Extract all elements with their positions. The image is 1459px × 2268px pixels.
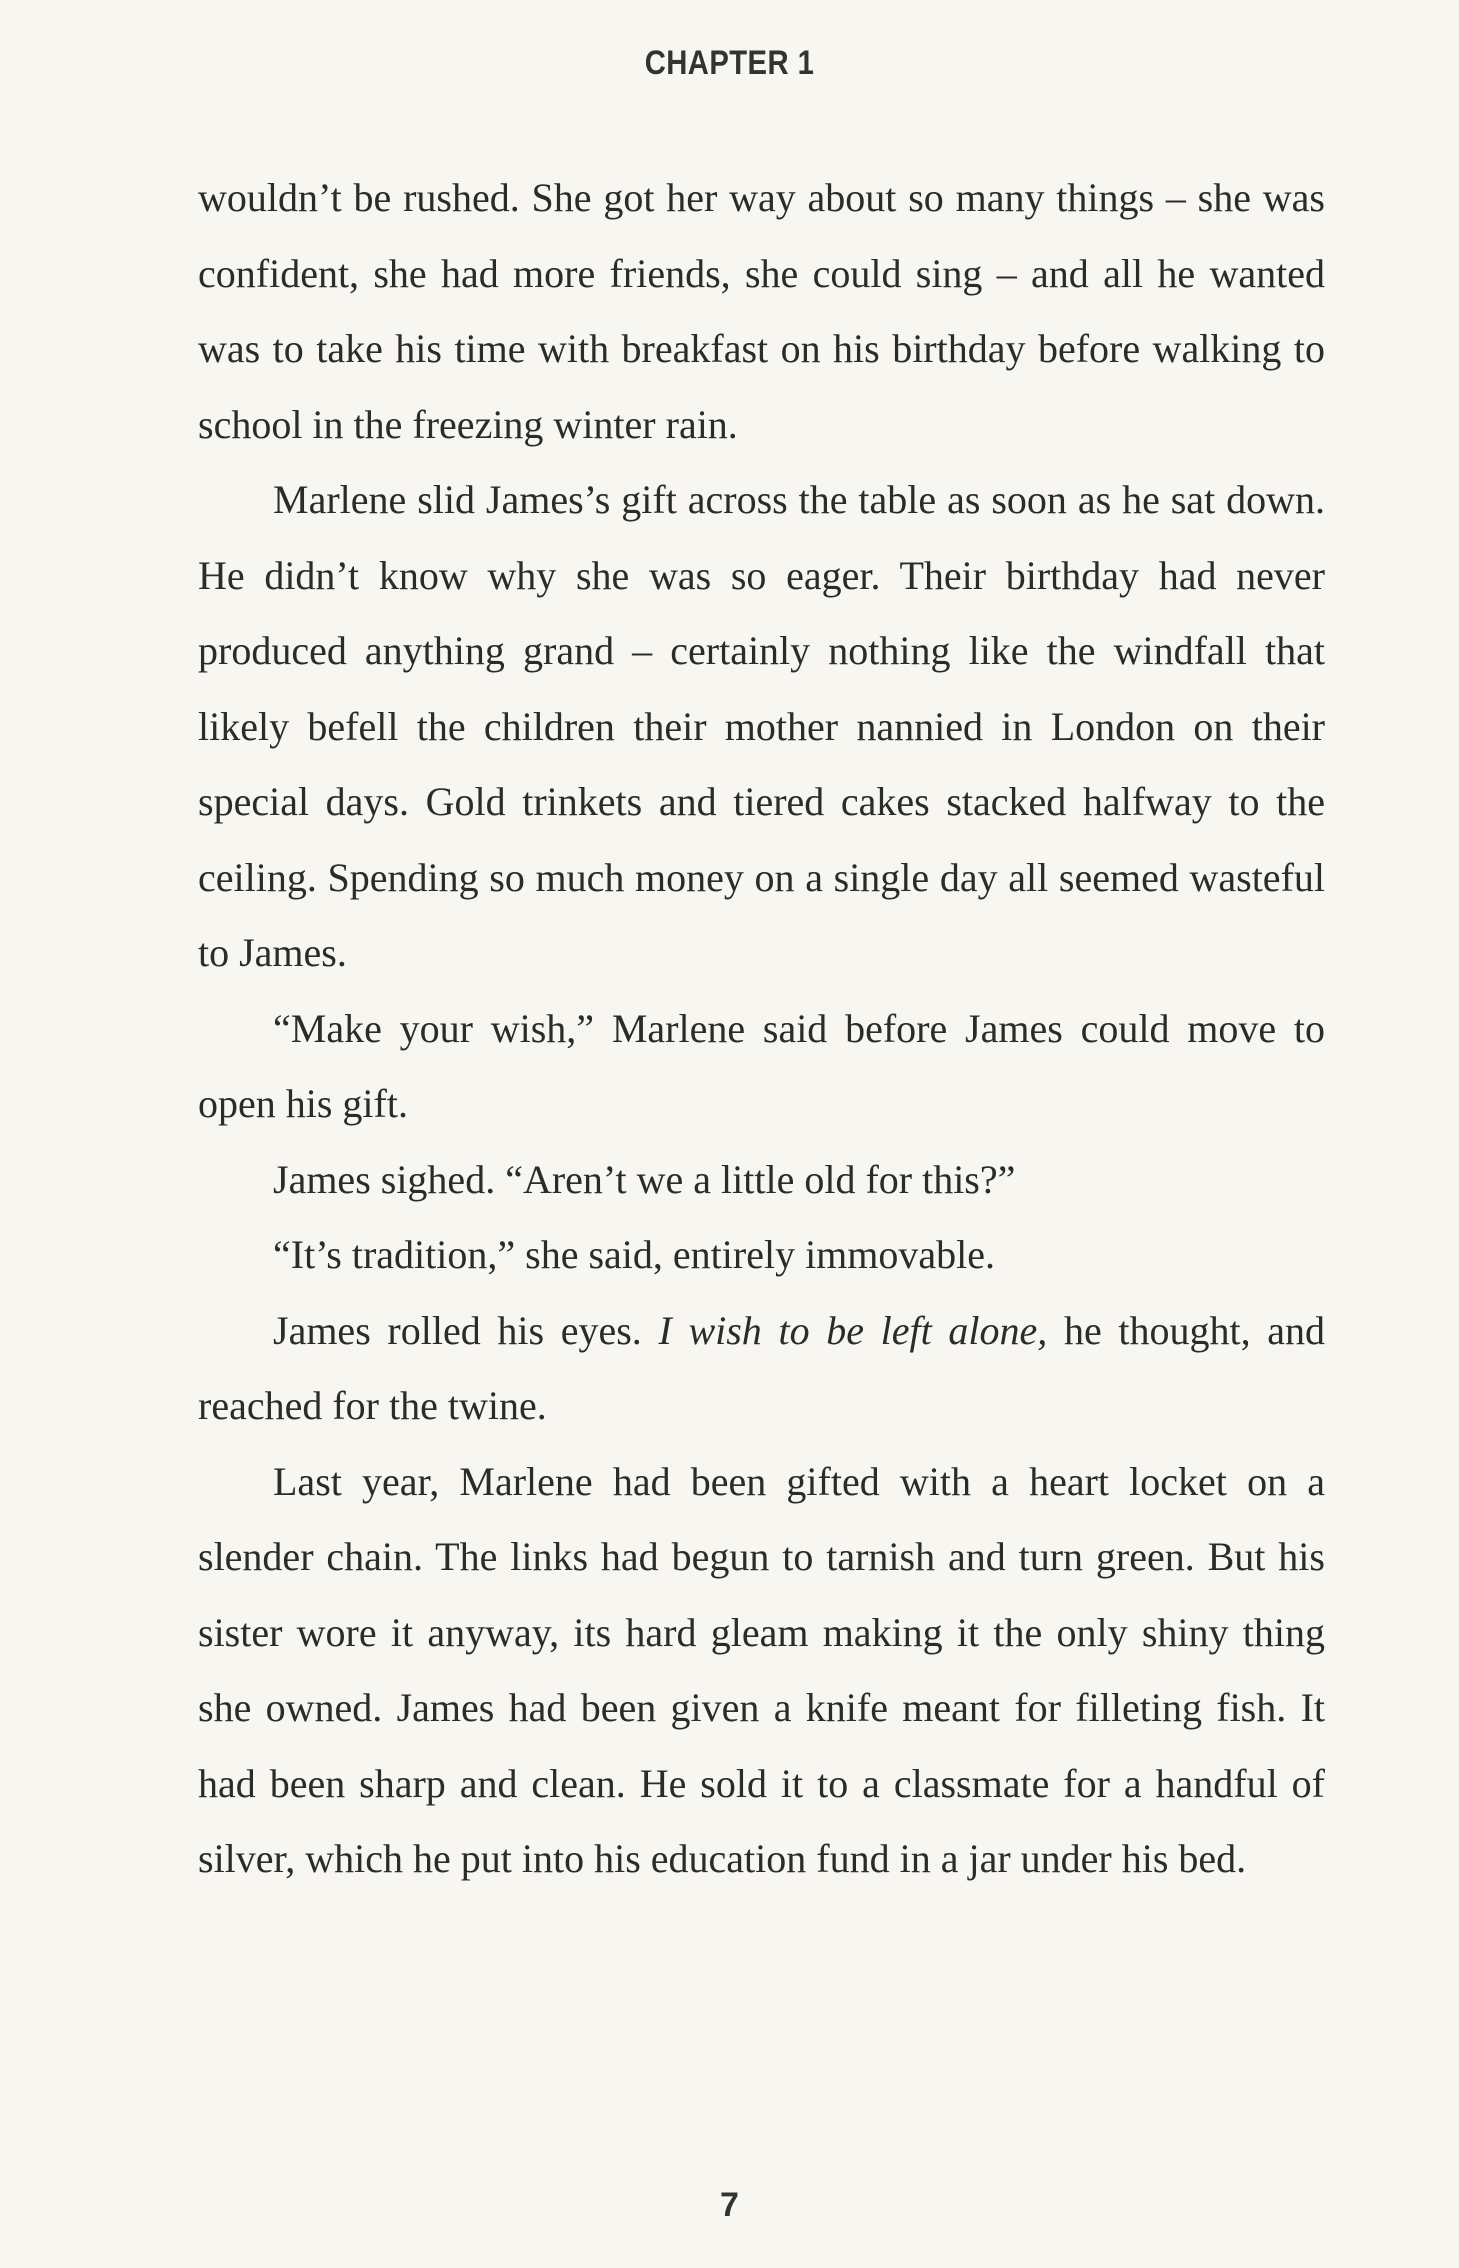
- paragraph: James sighed. “Aren’t we a little old for this?”: [273, 1156, 1016, 1202]
- paragraph-continuation: wouldn’t be rushed. She got her way about so many things – she was confident, she had more friends, she could sing – and all he wanted was to take his time with breakfast on his birthday before walking to school in the freezing winter rain.: [198, 175, 1325, 447]
- running-head: CHAPTER 1: [644, 44, 815, 82]
- italic-thought: I wish to be left alone,: [658, 1307, 1048, 1353]
- paragraph-with-italic: [198, 1293, 1325, 1444]
- body-text: [198, 160, 1325, 1897]
- paragraph-text: he thought, and reached for the twine.: [198, 1307, 1326, 1428]
- paragraph: “Make your wish,” Marlene said before James could move to open his gift.: [198, 1005, 1325, 1126]
- paragraph: Marlene slid James’s gift across the table as soon as he sat down. He didn’t know why she was so eager. Their birthday had never produced anything grand – certainly nothing like the windfall that likely befell the children their mother nannied in London on their special days. Gold trinkets and tiered cakes stacked halfway to the ceiling. Spending so much money on a single day all seemed wasteful to James.: [198, 477, 1325, 975]
- paragraph-text: James rolled his eyes.: [273, 1307, 659, 1353]
- paragraph: Last year, Marlene had been gifted with a heart locket on a slender chain. The links had begun to tarnish and turn green. But his sister wore it anyway, its hard gleam making it the only shiny thing she owned. James had been given a knife meant for filleting fish. It had been sharp and clean. He sold it to a classmate for a handful of silver, which he put into his education fund in a jar under his bed.: [198, 1458, 1325, 1881]
- page-number: 7: [720, 2186, 739, 2224]
- paragraph: “It’s tradition,” she said, entirely immovable.: [273, 1232, 996, 1277]
